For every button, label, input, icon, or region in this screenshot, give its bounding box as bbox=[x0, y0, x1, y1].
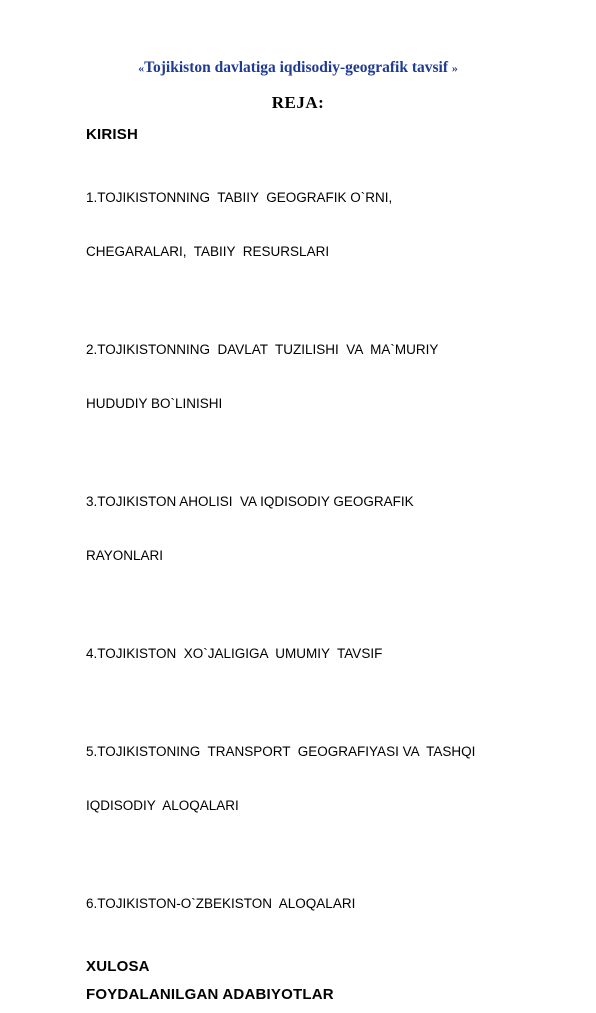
contents-item-line: HUDUDIY BO`LINISHI bbox=[86, 396, 223, 411]
contents-item-line: 3.TOJIKISTON AHOLISI VA IQDISODIY GEOGRAFIK bbox=[86, 494, 414, 509]
contents-item-6 bbox=[86, 859, 556, 949]
contents-item-line: CHEGARALARI, TABIIY RESURSLARI bbox=[86, 244, 330, 259]
contents-item-line: 6.TOJIKISTON-O`ZBEKISTON ALOQALARI bbox=[86, 896, 356, 911]
references-entry: FOYDALANILGAN ADABIYOTLAR bbox=[86, 986, 334, 1003]
contents-item-line: RAYONLARI bbox=[86, 548, 164, 563]
conclusion-entry: XULOSA bbox=[86, 958, 150, 975]
table-of-contents bbox=[86, 125, 556, 1013]
contents-item-line: 2.TOJIKISTONNING DAVLAT TUZILISHI VA MA`MURIY bbox=[86, 342, 439, 357]
contents-item-3 bbox=[86, 457, 556, 601]
title-text: Tojikiston davlatiga iqdisodiy-geografik tavsif bbox=[144, 59, 448, 76]
document-title bbox=[0, 58, 596, 78]
title-close-quote: » bbox=[451, 61, 458, 75]
contents-item-line: 1.TOJIKISTONNING TABIIY GEOGRAFIK O`RNI, bbox=[86, 190, 393, 205]
plan-heading: REJA: bbox=[271, 93, 325, 112]
contents-item-line: 4.TOJIKISTON XO`JALIGIGA UMUMIY TAVSIF bbox=[86, 646, 383, 661]
contents-item-line: 5.TOJIKISTONING TRANSPORT GEOGRAFIYASI VA TASHQI bbox=[86, 744, 476, 759]
introduction-entry: KIRISH bbox=[86, 126, 139, 143]
title-open-quote: « bbox=[138, 61, 145, 75]
contents-item-4 bbox=[86, 609, 556, 699]
contents-item-2 bbox=[86, 305, 556, 449]
contents-item-line: IQDISODIY ALOQALARI bbox=[86, 798, 239, 813]
contents-item-1 bbox=[86, 153, 556, 297]
contents-item-5 bbox=[86, 707, 556, 851]
